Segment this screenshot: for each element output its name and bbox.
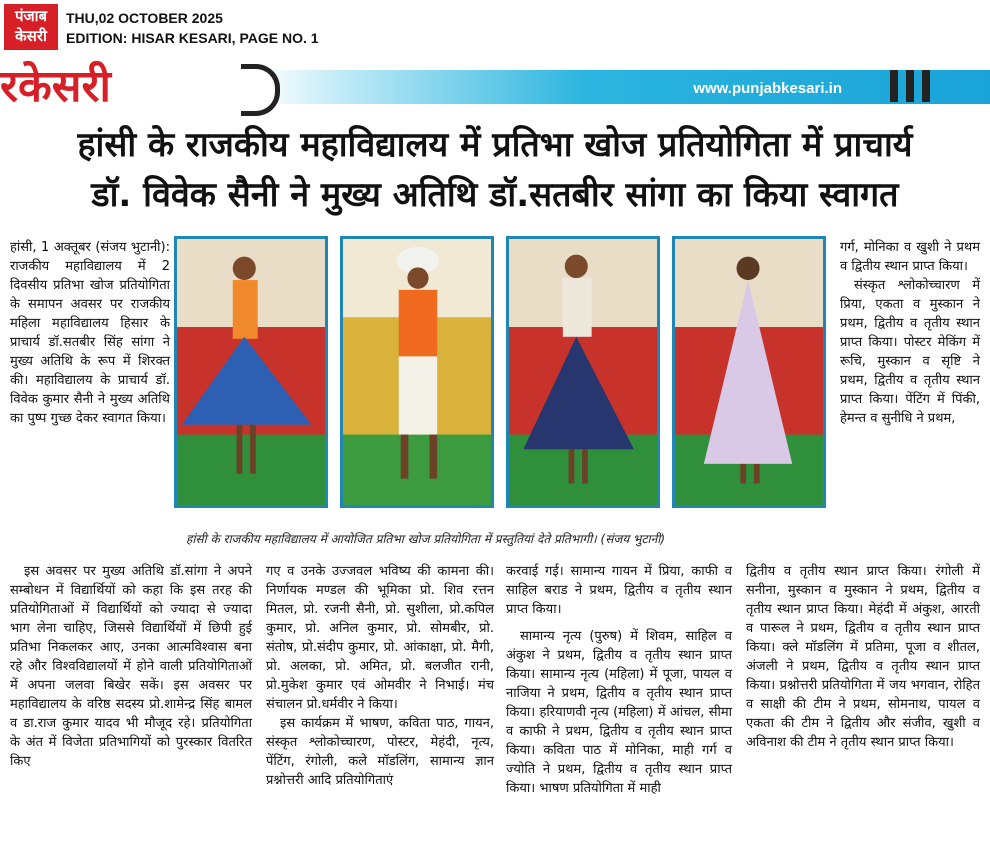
column-3 [506,562,732,798]
masthead-notch [241,64,280,116]
article-paragraph: द्वितीय व तृतीय स्थान प्राप्त किया। रंगोली में सनीना, मुस्कान व मुस्कान ने प्रथम, द्वितीय व तृतीय स्थान प्राप्त किया। मेहंदी में अंकुश, आरती व पारूल ने प्रथम, द्वितीय व तृतीय स्थान प्राप्त किया। क्ले मॉडलिंग में प्रतिमा, पूजा व शीतल, अंजली ने प्रथम, द्वितीय व तृतीय स्थान प्राप्त किया। प्रश्नोत्तरी प्रतियोगिता में जय भगवान, रोहित व साक्षी की टीम ने प्रथम, सोमनाथ, पायल व एकता की टीम ने द्वितीय और संजीव, खुशी व अविनाश की टीम ने तृतीय स्थान प्राप्त किया। [746,564,980,750]
article-paragraph: गर्ग, मोनिका व खुशी ने प्रथम व द्वितीय स्थान प्राप्त किया। [840,240,980,274]
photo-dancer-3 [506,236,660,508]
column-4-bottom [746,562,980,752]
article-paragraph: हांसी, 1 अक्तूबर (संजय भुटानी): राजकीय महाविद्यालय में 2 दिवसीय प्रतिभा खोज प्रतियोगिता के समापन अवसर पर राजकीय महिला महाविद्यालय हिसार के प्राचार्य डॉ.सतबीर सिंह सांगा ने मुख्य अतिथि के रूप में शिरक्त की। महाविद्यालय के प्राचार्य डॉ. विवेक कुमार सैनी ने मुख्य अतिथि का पुष्प गुच्छ देकर स्वागत किया। [10,240,170,426]
logo-line1: पंजाब [14,7,48,25]
photo-dancer-2 [340,236,494,508]
edition-date: THU,02 OCTOBER 2025 [66,10,223,26]
masthead-stripe [255,70,990,104]
article-paragraph: गए व उनके उज्जवल भविष्य की कामना की। निर्णायक मण्डल की भूमिका प्रो. शिव रत्तन मितल, प्रो. रजनी सैनी, प्रो. सुशीला, प्रो.कपिल कुमार, प्रो. अनिल कुमार, प्रो. सोमबीर, प्रो. संतोष, प्रो.संदीप कुमार, प्रो. आंकाक्षा, प्रो. मैगी, प्रो. अलका, प्रो. अमित, प्रो. बलजीत रानी, प्रो.मुकेश कुमार एवं ओमवीर ने निभाई। मंच संचालन प्रो.धर्मवीर ने किया। [266,564,494,712]
masthead-band [255,62,990,112]
article-paragraph: इस कार्यक्रम में भाषण, कविता पाठ, गायन, संस्कृत श्लोकोच्चारण, पोस्टर, मेहंदी, नृत्य, पेंटिंग, रंगोली, कले मॉडलिंग, सामान्य ज्ञान प्रश्नोत्तरी आदि प्रतियोगिताएं [266,716,494,788]
article-paragraph: इस अवसर पर मुख्य अतिथि डॉ.सांगा ने अपने सम्बोधन में विद्यार्थियों को कहा कि इस तरह की प्रतियोगिताओं में विद्यार्थियों को ज्यादा से ज्यादा भाग लेना चाहिए, जिससे विद्यार्थियों में छिपी हुई प्रतिभा निकलकर आए, उनका आत्मविश्वास बना रहे और विश्वविद्यालयों में होने वाली प्रतियोगिताओं में अपना जलवा बिखेर सकें। इस अवसर पर महाविद्यालय के वरिष्ठ सदस्य प्रो.शामेन्द्र सिंह बामल व डा.राज कुमार यादव भी मौजूद रहे। प्रतियोगिता के अंत में विजेता प्रतिभागियों को पुरस्कार वितरित किए [10,564,252,769]
website-url[interactable]: www.punjabkesari.in [693,80,842,97]
column-2 [266,562,494,790]
edition-meta [66,8,319,48]
photo-dancer-4 [672,236,826,508]
masthead-name: रकेसरी [0,61,111,112]
article-paragraph: सामान्य नृत्य (पुरुष) में शिवम, साहिल व अंकुश ने प्रथम, द्वितीय व तृतीय स्थान प्राप्त किया। सामान्य नृत्य (महिला) में पूजा, पायल व नाजिया ने प्रथम, द्वितीय व तृतीय स्थान प्राप्त किया। हरियाणवी नृत्य (महिला) में आंचल, सीमा व काफी ने प्रथम, द्वितीय व तृतीय स्थान प्राप्त किया। कविता पाठ में मोनिका, माही गर्ग व ज्योति ने प्रथम, द्वितीय व तृतीय स्थान प्राप्त किया। भाषण प्रतियोगिता में माही [506,629,732,796]
photo-caption: हांसी के राजकीय महाविद्यालय में आयोजित प्रतिभा खोज प्रतियोगिता में प्रस्तुतियां देते प्रतिभागी। (संजय भुटानी) [186,532,666,546]
edition-info: EDITION: HISAR KESARI, PAGE NO. 1 [66,30,319,46]
headline [10,120,980,220]
newspaper-logo [4,4,58,50]
column-4-top [840,238,980,428]
headline-line2: डॉ. विवेक सैनी ने मुख्य अतिथि डॉ.सतबीर सांगा का किया स्वागत [91,175,899,215]
article-paragraph: संस्कृत श्लोकोच्चारण में प्रिया, एकता व मुस्कान ने प्रथम, द्वितीय व तृतीय स्थान प्राप्त किया। पोस्टर मेकिंग में रूचि, मुस्कान व सृष्टि ने प्रथम, द्वितीय व तृतीय स्थान प्राप्त किया। पेंटिंग में पिंकी, हेमन्त व सुनीधि ने प्रथम, [840,278,980,426]
logo-line2: केसरी [15,27,47,45]
column-1-top [10,238,170,428]
article-paragraph: करवाई गई। सामान्य गायन में प्रिया, काफी व साहिल बराड ने प्रथम, द्वितीय व तृतीय स्थान प्राप्त किया। [506,564,732,617]
masthead-bars-icon [890,70,950,102]
headline-line1: हांसी के राजकीय महाविद्यालय में प्रतिभा खोज प्रतियोगिता में प्राचार्य [77,125,913,165]
photo-dancer-1 [174,236,328,508]
column-1-bottom [10,562,252,771]
